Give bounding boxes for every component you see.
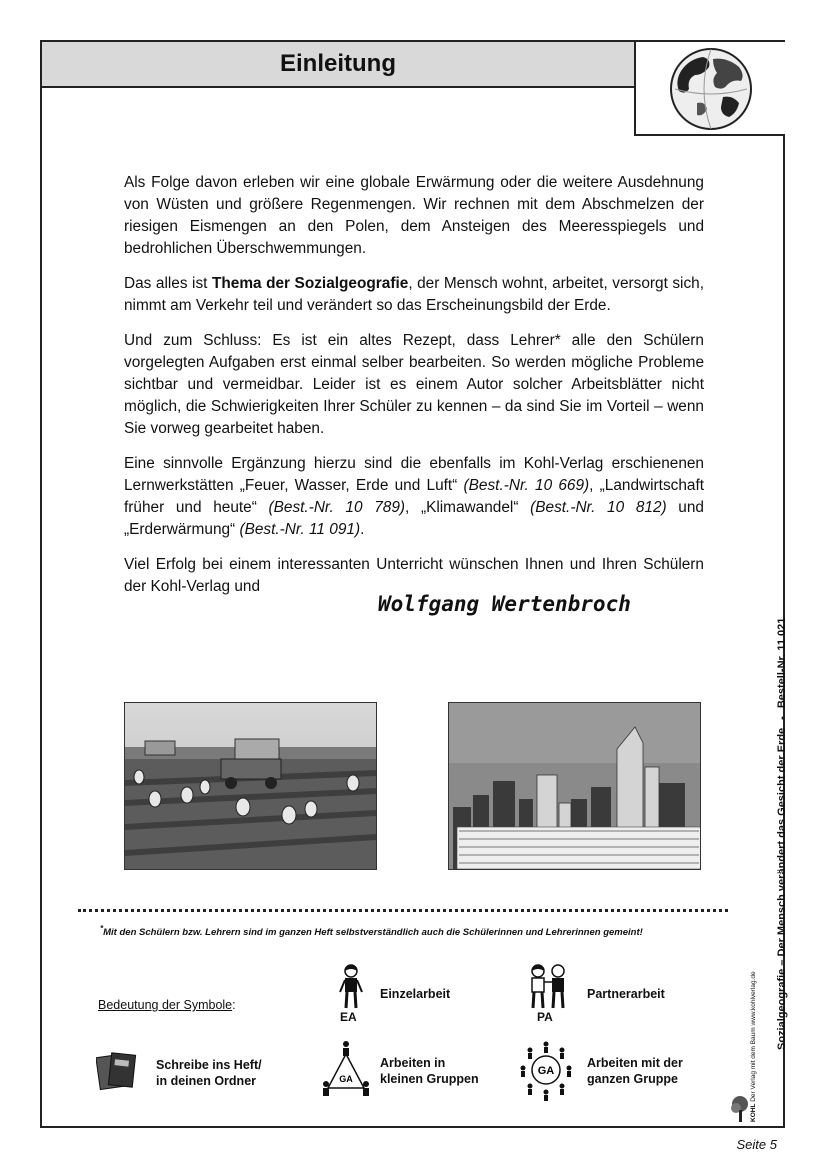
publisher-name: KOHL — [750, 1103, 757, 1122]
publisher-logo — [730, 971, 764, 1126]
field-workers-photo — [124, 702, 377, 870]
p4-text-c: , „Landwirtschaft früher und heute“ — [124, 477, 705, 516]
notebook-label — [156, 1057, 262, 1089]
sidebar-text — [776, 610, 788, 1050]
legend-title-colon: : — [232, 998, 236, 1012]
single-work-code: EA — [340, 1010, 357, 1024]
publisher-url: www.kohlverlag.de — [750, 971, 757, 1026]
small-group-label-line2: kleinen Gruppen — [380, 1072, 479, 1086]
page-title: Einleitung — [280, 50, 396, 77]
whole-group-label — [587, 1055, 683, 1087]
paragraph-5: Viel Erfolg bei einem interessanten Unterricht wünschen Ihnen und Ihren Schülern der Kohl-Verlag und — [124, 556, 704, 595]
notebook-label-line1: Schreibe ins Heft/ — [156, 1058, 262, 1072]
globe-icon — [667, 45, 755, 133]
p4-order-1: (Best.-Nr. 10 669) — [463, 477, 590, 494]
legend-title — [98, 998, 236, 1012]
p2-bold-term: Thema der Sozialgeografie — [211, 275, 409, 292]
notebook-icon — [96, 1050, 140, 1092]
single-person-icon — [338, 964, 364, 1010]
p4-text-e: , „Klimawandel“ — [405, 499, 531, 516]
partner-work-label: Partnerarbeit — [587, 987, 665, 1001]
author-signature: Wolfgang Wertenbroch — [378, 592, 631, 616]
paragraph-1: Als Folge davon erleben wir eine globale Erwärmung oder die weitere Ausdehnung von Wüsten und größere Regenmengen. Wir rechnen mit dem Abschmelzen der riesigen Eismengen an den Polen, dem Ansteigen des Meeresspiegels und bedrohlichen Überschwemmungen. — [124, 174, 704, 257]
p4-order-4: (Best.-Nr. 11 091) — [239, 521, 361, 538]
legend-title-text: Bedeutung der Symbole — [98, 998, 233, 1012]
p4-text-g: und „Erderwärmung“ — [124, 499, 704, 538]
tree-logo-icon — [730, 1094, 750, 1124]
publisher-logo-text — [750, 971, 757, 1122]
single-work-label: Einzelarbeit — [380, 987, 451, 1001]
p4-order-3: (Best.-Nr. 10 812) — [530, 499, 667, 516]
footnote — [100, 924, 720, 938]
dotted-divider — [78, 909, 728, 912]
small-group-icon — [320, 1040, 372, 1098]
whole-group-label-line1: Arbeiten mit der — [587, 1056, 683, 1070]
p2-text-b: , der Mensch wohnt, arbeitet, versorgt sich, nimmt am Verkehr teil und verändert so das Erscheinungsbild der Erde. — [124, 275, 705, 314]
notebook-label-line2: in deinen Ordner — [156, 1074, 257, 1088]
partner-icon — [526, 964, 570, 1010]
small-group-label — [380, 1055, 479, 1087]
whole-group-label-line2: ganzen Gruppe — [587, 1072, 678, 1086]
series-separator: - — [776, 716, 788, 720]
page-number: Seite 5 — [736, 1137, 777, 1152]
sidebar-series-title — [764, 600, 788, 1050]
paragraph-2 — [124, 273, 704, 317]
globe-box — [634, 42, 785, 136]
publisher-slogan: Der Verlag mit dem Baum — [750, 1027, 757, 1102]
partner-work-code: PA — [537, 1010, 553, 1024]
city-skyline-photo — [448, 702, 701, 870]
p2-text-a: Das alles ist — [124, 275, 212, 292]
small-group-label-line1: Arbeiten in — [380, 1056, 446, 1070]
paragraph-4 — [124, 453, 704, 541]
introduction-text — [124, 172, 704, 611]
footnote-text: Mit den Schülern bzw. Lehrern sind im ganzen Heft selbstverständlich auch die Schülerinnen und Lehrerinnen gemeint! — [103, 927, 643, 939]
footnote-mark: * — [100, 924, 104, 933]
order-number: Bestell-Nr. 11 021 — [776, 617, 788, 709]
p4-order-2: (Best.-Nr. 10 789) — [268, 499, 406, 516]
whole-group-icon — [518, 1040, 574, 1102]
small-group-code: GA — [339, 1074, 353, 1084]
whole-group-code: GA — [537, 1065, 555, 1077]
p4-text-i: . — [360, 521, 365, 538]
title-bar — [42, 42, 634, 88]
p4-text-a: Eine sinnvolle Ergänzung hierzu sind die ebenfalls im Kohl-Verlag erschienenen Lernwerkstätten „Feuer, Wasser, Erde und Luft“ — [124, 455, 704, 494]
paragraph-3: Und zum Schluss: Es ist ein altes Rezept, dass Lehrer* alle den Schülern vorgelegten Aufgaben erst einmal selber bearbeiten. So werden mögliche Probleme sichtbar und vermeidbar. Leider ist es einem Autor solcher Arbeitsblätter nicht möglich, die Schwierigkeiten Ihrer Schüler zu kennen – da sind Sie im Vorteil – wenn Sie vorweg gearbeitet haben. — [124, 332, 704, 437]
series-title: Sozialgeografie – Der Mensch verändert das Gesicht der Erde — [776, 727, 788, 1050]
